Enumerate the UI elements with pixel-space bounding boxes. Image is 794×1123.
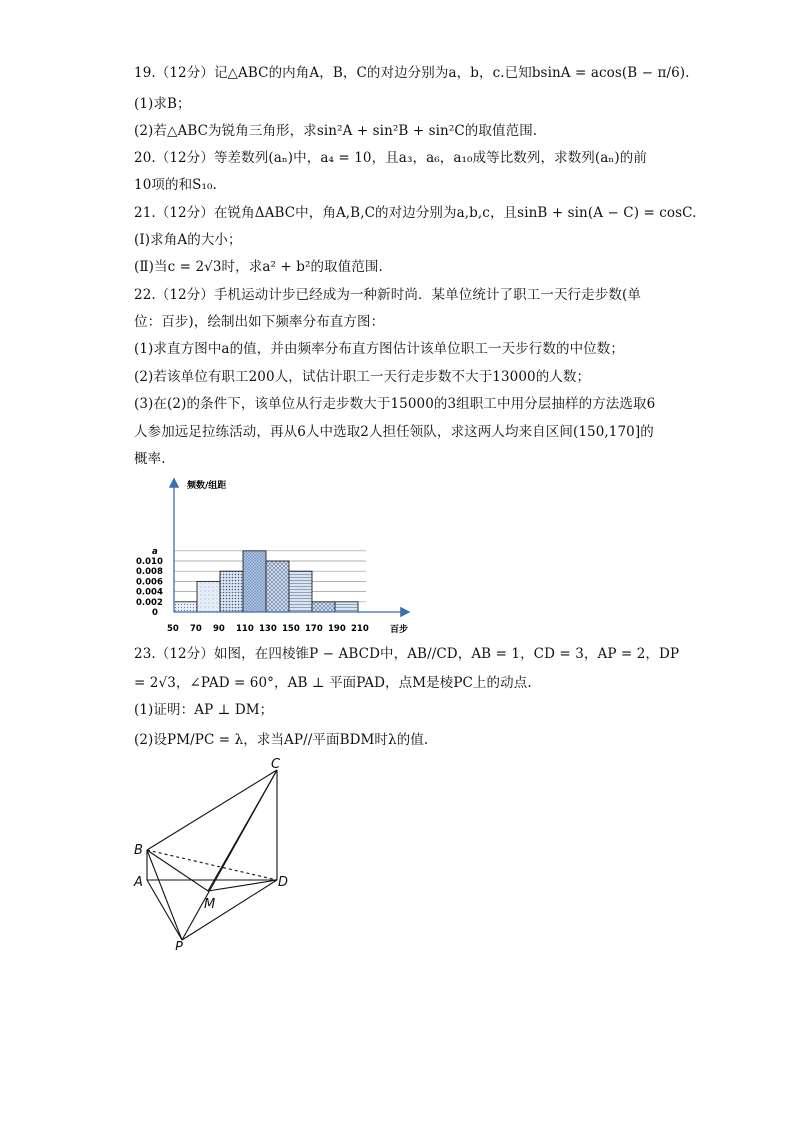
problem-20-stem-cont: 10项的和S₁₀. xyxy=(134,177,217,193)
histogram-bar xyxy=(220,571,243,612)
problem-22-stem: 22.（12分）手机运动计步已经成为一种新时尚．某单位统计了职工一天行走步数(单 xyxy=(134,287,641,303)
problem-23-stem: 23.（12分）如图，在四棱锥P − ABCD中，AB//CD，AB = 1，CD = 3，AP = 2，DP xyxy=(134,646,680,662)
vertex-label-P: P xyxy=(175,940,183,950)
x-tick-label: 210 xyxy=(351,624,369,634)
pyramid-figure xyxy=(130,758,300,950)
x-tick-label: 150 xyxy=(282,624,300,634)
histogram-x-ticks xyxy=(167,624,369,634)
x-axis-label: 百步 xyxy=(390,625,409,635)
problem-19-part2: (2)若△ABC为锐角三角形，求sin²A + sin²B + sin²C的取值范围. xyxy=(134,123,538,139)
problem-22-part1: (1)求直方图中a的值，并由频率分布直方图估计该单位职工一天步行数的中位数； xyxy=(134,341,624,357)
pyramid-svg xyxy=(130,758,300,950)
vertex-label-D: D xyxy=(278,875,289,890)
histogram-bar xyxy=(243,551,266,612)
histogram-bar xyxy=(266,561,289,612)
x-tick-label: 70 xyxy=(190,624,202,634)
problem-22-part3-end: 概率. xyxy=(134,451,166,467)
x-tick-label: 130 xyxy=(259,624,277,634)
problem-21-part1: (Ⅰ)求角A的大小； xyxy=(134,232,242,248)
edge-MD xyxy=(208,880,277,891)
edge-CB xyxy=(147,770,277,850)
histogram-bar xyxy=(312,602,335,612)
x-tick-label: 90 xyxy=(213,624,225,634)
problem-21-part2: (Ⅱ)当c = 2√3时，求a² + b²的取值范围. xyxy=(134,259,383,275)
y-tick-label: 0.004 xyxy=(136,587,163,598)
frequency-histogram xyxy=(132,474,422,638)
vertex-label-M: M xyxy=(204,897,216,912)
edge-BD-dashed xyxy=(147,850,277,880)
x-tick-label: 190 xyxy=(328,624,346,634)
edge-CM xyxy=(208,770,277,891)
y-tick-label: 0.006 xyxy=(136,577,163,588)
problem-20-stem: 20.（12分）等差数列(aₙ)中，a₄ = 10，且a₃，a₆，a₁₀成等比数列，求数列(aₙ)的前 xyxy=(134,150,647,166)
histogram-svg xyxy=(132,474,422,638)
histogram-bar xyxy=(335,602,358,612)
edge-PD xyxy=(182,880,277,940)
y-tick-label: 0.010 xyxy=(136,557,163,567)
problem-23-part1: (1)证明：AP ⊥ DM； xyxy=(134,702,274,718)
edge-BP xyxy=(147,850,182,940)
y-tick-label: 0 xyxy=(152,608,158,618)
y-tick-label: 0.002 xyxy=(136,597,163,608)
vertex-label-A: A xyxy=(134,875,143,890)
problem-22-part3: (3)在(2)的条件下，该单位从行走步数大于15000的3组职工中用分层抽样的方法选取6 xyxy=(134,396,656,412)
vertex-label-C: C xyxy=(271,758,281,772)
problem-19-stem: 19.（12分）记△ABC的内角A，B，C的对边分别为a，b，c.已知bsinA = acos(B − π/6). xyxy=(134,65,690,81)
problem-23-part2: (2)设PM/PC = λ，求当AP//平面BDM时λ的值. xyxy=(134,732,429,748)
edge-BM xyxy=(147,850,208,891)
edge-AP xyxy=(147,880,182,940)
problem-22-part3-cont: 人参加远足拉练活动，再从6人中选取2人担任领队，求这两人均来自区间(150,170]的 xyxy=(134,424,654,440)
histogram-bar xyxy=(197,581,220,612)
problem-22-stem-cont: 位：百步)，绘制出如下频率分布直方图： xyxy=(134,314,385,330)
histogram-bar xyxy=(174,602,197,612)
problem-23-stem-cont: = 2√3，∠PAD = 60°，AB ⊥ 平面PAD，点M是棱PC上的动点. xyxy=(134,675,532,691)
x-tick-label: 50 xyxy=(167,624,179,634)
y-tick-label: a xyxy=(152,546,158,557)
y-tick-label: 0.008 xyxy=(136,567,163,578)
y-axis-label: 频数/组距 xyxy=(187,481,227,491)
vertex-label-B: B xyxy=(134,843,143,858)
problem-19-part1: (1)求B； xyxy=(134,96,191,112)
histogram-y-ticks xyxy=(136,547,163,618)
problem-21-stem: 21.（12分）在锐角ΔABC中，角A,B,C的对边分别为a,b,c，且sinB + sin(A − C) = cosC. xyxy=(134,205,697,221)
problem-22-part2: (2)若该单位有职工200人，试估计职工一天行走步数不大于13000的人数； xyxy=(134,369,591,385)
x-tick-label: 170 xyxy=(305,624,323,634)
histogram-bar xyxy=(289,571,312,612)
x-tick-label: 110 xyxy=(236,624,254,634)
